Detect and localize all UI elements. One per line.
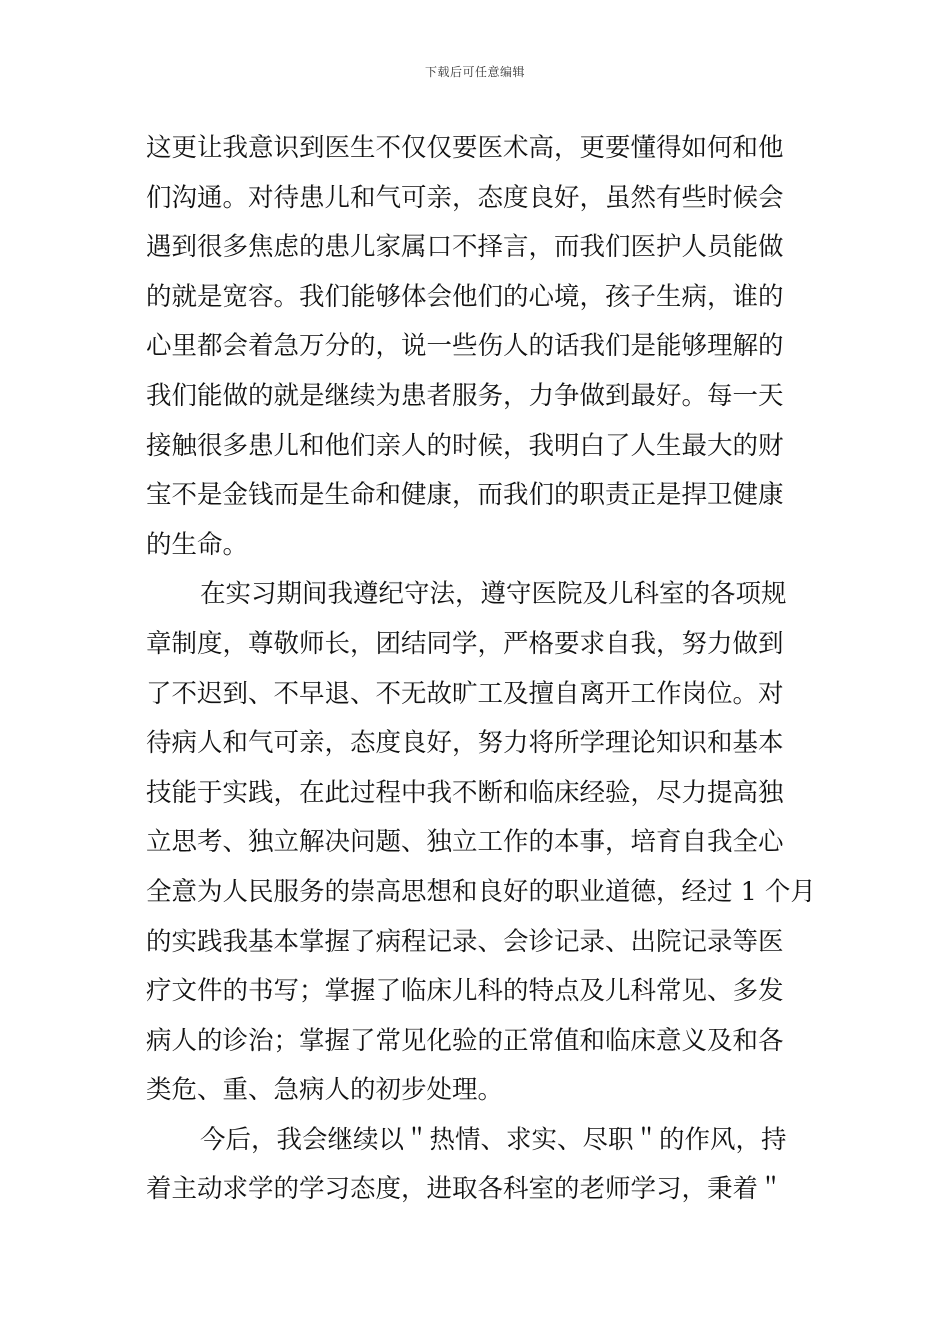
text-line: 待病人和气可亲，态度良好，努力将所学理论知识和基本 [146, 728, 784, 759]
text-line: 全意为人民服务的崇高思想和良好的职业道德，经过 1 个月 [146, 876, 816, 907]
text-line: 立思考、独立解决问题、独立工作的本事，培育自我全心 [146, 827, 784, 858]
paragraph-1 [146, 124, 806, 570]
paragraph-3 [146, 1116, 806, 1215]
text-line: 章制度，尊敬师长，团结同学，严格要求自我，努力做到 [146, 628, 784, 659]
text-line: 类危、重、急病人的初步处理。 [146, 1075, 504, 1106]
text-line: 的生命。 [146, 529, 249, 560]
text-line: 的实践我基本掌握了病程记录、会诊记录、出院记录等医 [146, 926, 784, 957]
text-line: 今后，我会继续以＂热情、求实、尽职＂的作风，持 [200, 1124, 787, 1155]
text-line: 的就是宽容。我们能够体会他们的心境，孩子生病，谁的 [146, 281, 784, 312]
text-line: 宝不是金钱而是生命和健康，而我们的职责正是捍卫健康 [146, 480, 784, 511]
page-header: 下载后可任意编辑 [424, 65, 525, 79]
document-body [146, 124, 816, 1215]
text-line: 我们能做的就是继续为患者服务，力争做到最好。每一天 [146, 380, 784, 411]
text-line: 技能于实践，在此过程中我不断和临床经验，尽力提高独 [146, 777, 784, 808]
paragraph-2 [146, 570, 816, 1116]
text-line: 接触很多患儿和他们亲人的时候，我明白了人生最大的财 [146, 430, 784, 461]
text-line: 着主动求学的学习态度，进取各科室的老师学习，秉着＂ [146, 1174, 784, 1205]
text-line: 病人的诊治；掌握了常见化验的正常值和临床意义及和各 [146, 1025, 784, 1056]
text-line: 遇到很多焦虑的患儿家属口不择言，而我们医护人员能做 [146, 232, 784, 263]
text-line: 心里都会着急万分的，说一些伤人的话我们是能够理解的 [146, 331, 784, 362]
text-line: 了不迟到、不早退、不无故旷工及擅自离开工作岗位。对 [146, 678, 784, 709]
text-line: 在实习期间我遵纪守法，遵守医院及儿科室的各项规 [200, 579, 787, 610]
text-line: 们沟通。对待患儿和气可亲，态度良好，虽然有些时候会 [146, 182, 784, 213]
text-line: 疗文件的书写；掌握了临床儿科的特点及儿科常见、多发 [146, 976, 784, 1007]
text-line: 这更让我意识到医生不仅仅要医术高，更要懂得如何和他 [146, 133, 784, 163]
